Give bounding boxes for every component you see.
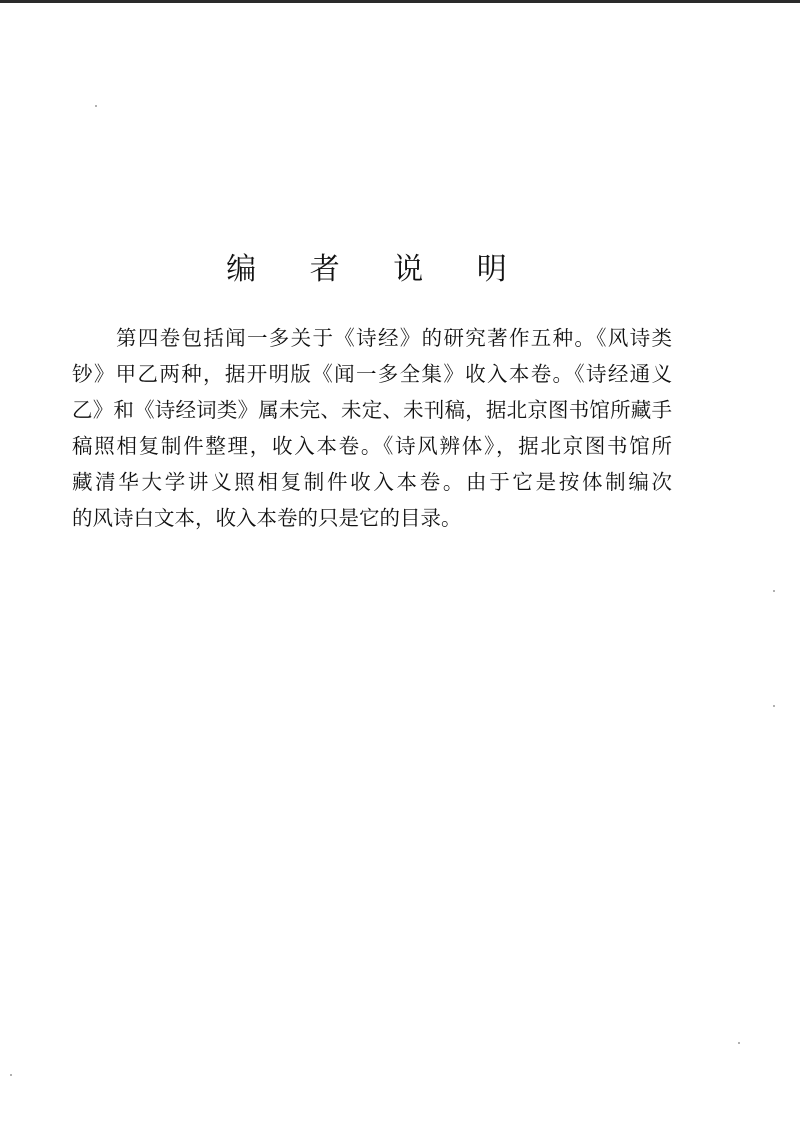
scan-speck [738,1042,740,1044]
paragraph-line: 乙》和《诗经词类》属未完、未定、未刊稿，据北京图书馆所藏手 [72,398,672,422]
scan-speck [773,590,775,592]
scan-speck [773,705,775,707]
paragraph-line: 钞》甲乙两种，据开明版《闻一多全集》收入本卷。《诗经通义 [72,362,672,386]
page-title: 编 者 说 明 [226,252,529,287]
editor-note-paragraph [72,320,672,536]
scan-speck [10,1074,12,1076]
paragraph-line: 稿照相复制件整理，收入本卷。《诗风辨体》，据北京图书馆所 [72,434,672,458]
paragraph-line: 藏清华大学讲义照相复制件收入本卷。由于它是按体制编次 [72,470,672,494]
paragraph-line: 第四卷包括闻一多关于《诗经》的研究著作五种。《风诗类 [116,326,672,350]
scan-speck [95,105,97,107]
paragraph-line: 的风诗白文本，收入本卷的只是它的目录。 [72,506,462,530]
